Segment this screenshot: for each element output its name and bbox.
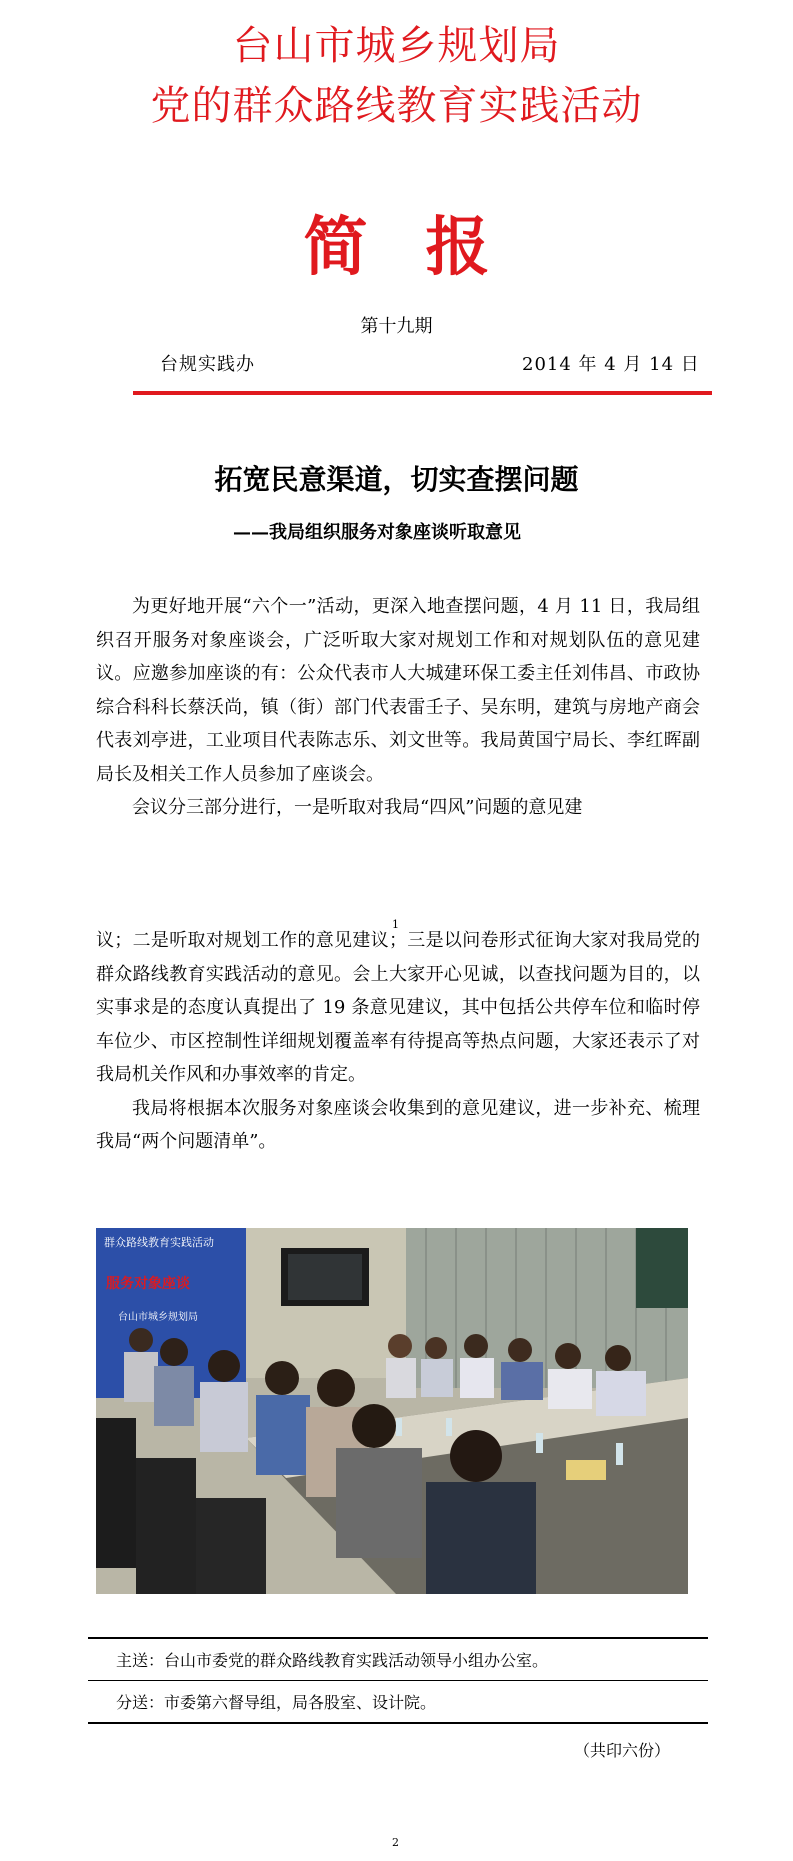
distribution-main-recipient: 主送：台山市委党的群众路线教育实践活动领导小组办公室。: [116, 1651, 549, 1670]
issuing-office: 台规实践办: [160, 354, 255, 375]
distribution-rule-bottom: [88, 1722, 708, 1724]
article-body-part2: [96, 924, 700, 1159]
org-title-line2: 党的群众路线教育实践活动: [150, 83, 643, 129]
paragraph-2-start: 会议分三部分进行，一是听取对我局“四风”问题的意见建: [132, 797, 583, 818]
distribution-cc-recipients: 分送：市委第六督导组，局各股室、设计院。: [116, 1693, 437, 1712]
banner-text-3: 台山市城乡规划局: [118, 1312, 198, 1323]
page-number-2: 2: [392, 1836, 399, 1849]
print-copies: （共印六份）: [574, 1741, 671, 1760]
issue-date: 2014 年 4 月 14 日: [522, 354, 700, 375]
meeting-photo: [96, 1228, 688, 1594]
paragraph-2-continued: 议；二是听取对规划工作的意见建议；三是以问卷形式征询大家对我局党的群众路线教育实践活动的意见。会上大家开心见诚，以查找问题为目的，以实事求是的态度认真提出了 19 条意见建议，其中包括公共停车位和临时停车位少、市区控制性详细规划覆盖率有待提高等热点问题，大家还表示了对我局机关作风和办事效率的肯定。: [96, 930, 700, 1085]
distribution-rule-middle: [88, 1680, 708, 1681]
page-number-1: 1: [392, 918, 399, 931]
article-body-part1: [96, 590, 700, 825]
article-headline: 拓宽民意渠道，切实查摆问题: [214, 463, 579, 496]
paragraph-3: 我局将根据本次服务对象座谈会收集到的意见建议，进一步补充、梳理我局“两个问题清单”。: [96, 1097, 700, 1152]
paragraph-1: 为更好地开展“六个一”活动，更深入地查摆问题，4 月 11 日，我局组织召开服务对象座谈会，广泛听取大家对规划工作和对规划队伍的意见建议。应邀参加座谈的有：公众代表市人大城建环保工委主任刘伟昌、市政协综合科科长蔡沃尚，镇（街）部门代表雷壬子、吴东明，建筑与房地产商会代表刘亭进，工业项目代表陈志乐、刘文世等。我局黄国宁局长、李红晖副局长及相关工作人员参加了座谈会。: [96, 596, 700, 785]
org-title-line1: 台山市城乡规划局: [232, 23, 561, 69]
issue-number: 第十九期: [360, 316, 433, 337]
bulletin-title: 简报: [303, 210, 548, 285]
banner-text-2: 服务对象座谈: [106, 1276, 190, 1292]
article-subheadline: ——我局组织服务对象座谈听取意见: [233, 522, 521, 543]
header-divider: [133, 391, 712, 395]
banner-text-1: 群众路线教育实践活动: [104, 1236, 214, 1249]
distribution-rule-top: [88, 1637, 708, 1639]
